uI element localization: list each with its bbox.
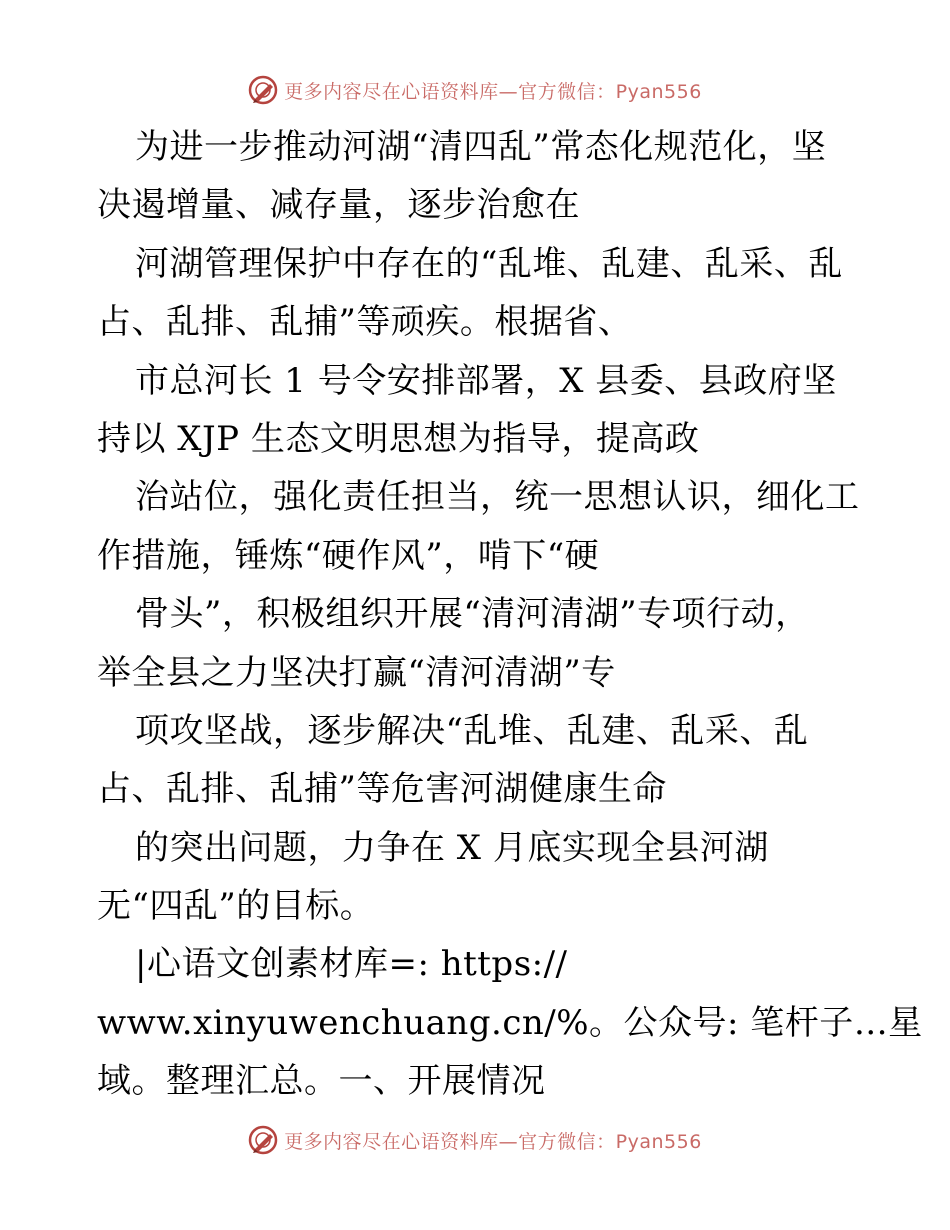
text-line: 市总河长 1 号令安排部署，X 县委、县政府坚 [135, 360, 837, 401]
document-body [97, 118, 923, 1111]
pen-logo-icon [248, 75, 278, 105]
footer-watermark [0, 1120, 950, 1160]
text-line: 项攻坚战，逐步解决“乱堆、乱建、乱采、乱 [135, 710, 809, 751]
footer-watermark-text: 更多内容尽在心语资料库—官方微信：Pyan556 [284, 1130, 702, 1153]
text-line: 作措施，锤炼“硬作风”，啃下“硬 [97, 535, 600, 576]
text-line: 持以 XJP 生态文明思想为指导，提高政 [97, 418, 700, 459]
header-watermark-text: 更多内容尽在心语资料库—官方微信：Pyan556 [284, 80, 702, 103]
text-line: www.xinyuwenchuang.cn/%。公众号: 笔杆子…星 [97, 1002, 923, 1043]
text-line: 无“四乱”的目标。 [97, 886, 375, 927]
text-line: 的突出问题，力争在 X 月底实现全县河湖 [135, 827, 769, 868]
text-line: 河湖管理保护中存在的“乱堆、乱建、乱采、乱 [135, 243, 843, 284]
header-watermark [0, 70, 950, 110]
text-line: 举全县之力坚决打赢“清河清湖”专 [97, 652, 616, 693]
text-line: 治站位，强化责任担当，统一思想认识，细化工 [135, 477, 860, 518]
text-line: 占、乱排、乱捕”等危害河湖健康生命 [97, 769, 667, 810]
text-line: 决遏增量、减存量，逐步治愈在 [97, 185, 580, 226]
pen-logo-icon [248, 1125, 278, 1155]
text-line: 为进一步推动河湖“清四乱”常态化规范化，坚 [135, 127, 827, 167]
text-line: |心语文创素材库=: https:// [135, 944, 568, 985]
text-line: 占、乱排、乱捕”等顽疾。根据省、 [97, 302, 633, 343]
text-line: 域。整理汇总。一、开展情况 [97, 1061, 546, 1102]
text-line: 骨头”，积极组织开展“清河清湖”专项行动， [135, 594, 810, 635]
